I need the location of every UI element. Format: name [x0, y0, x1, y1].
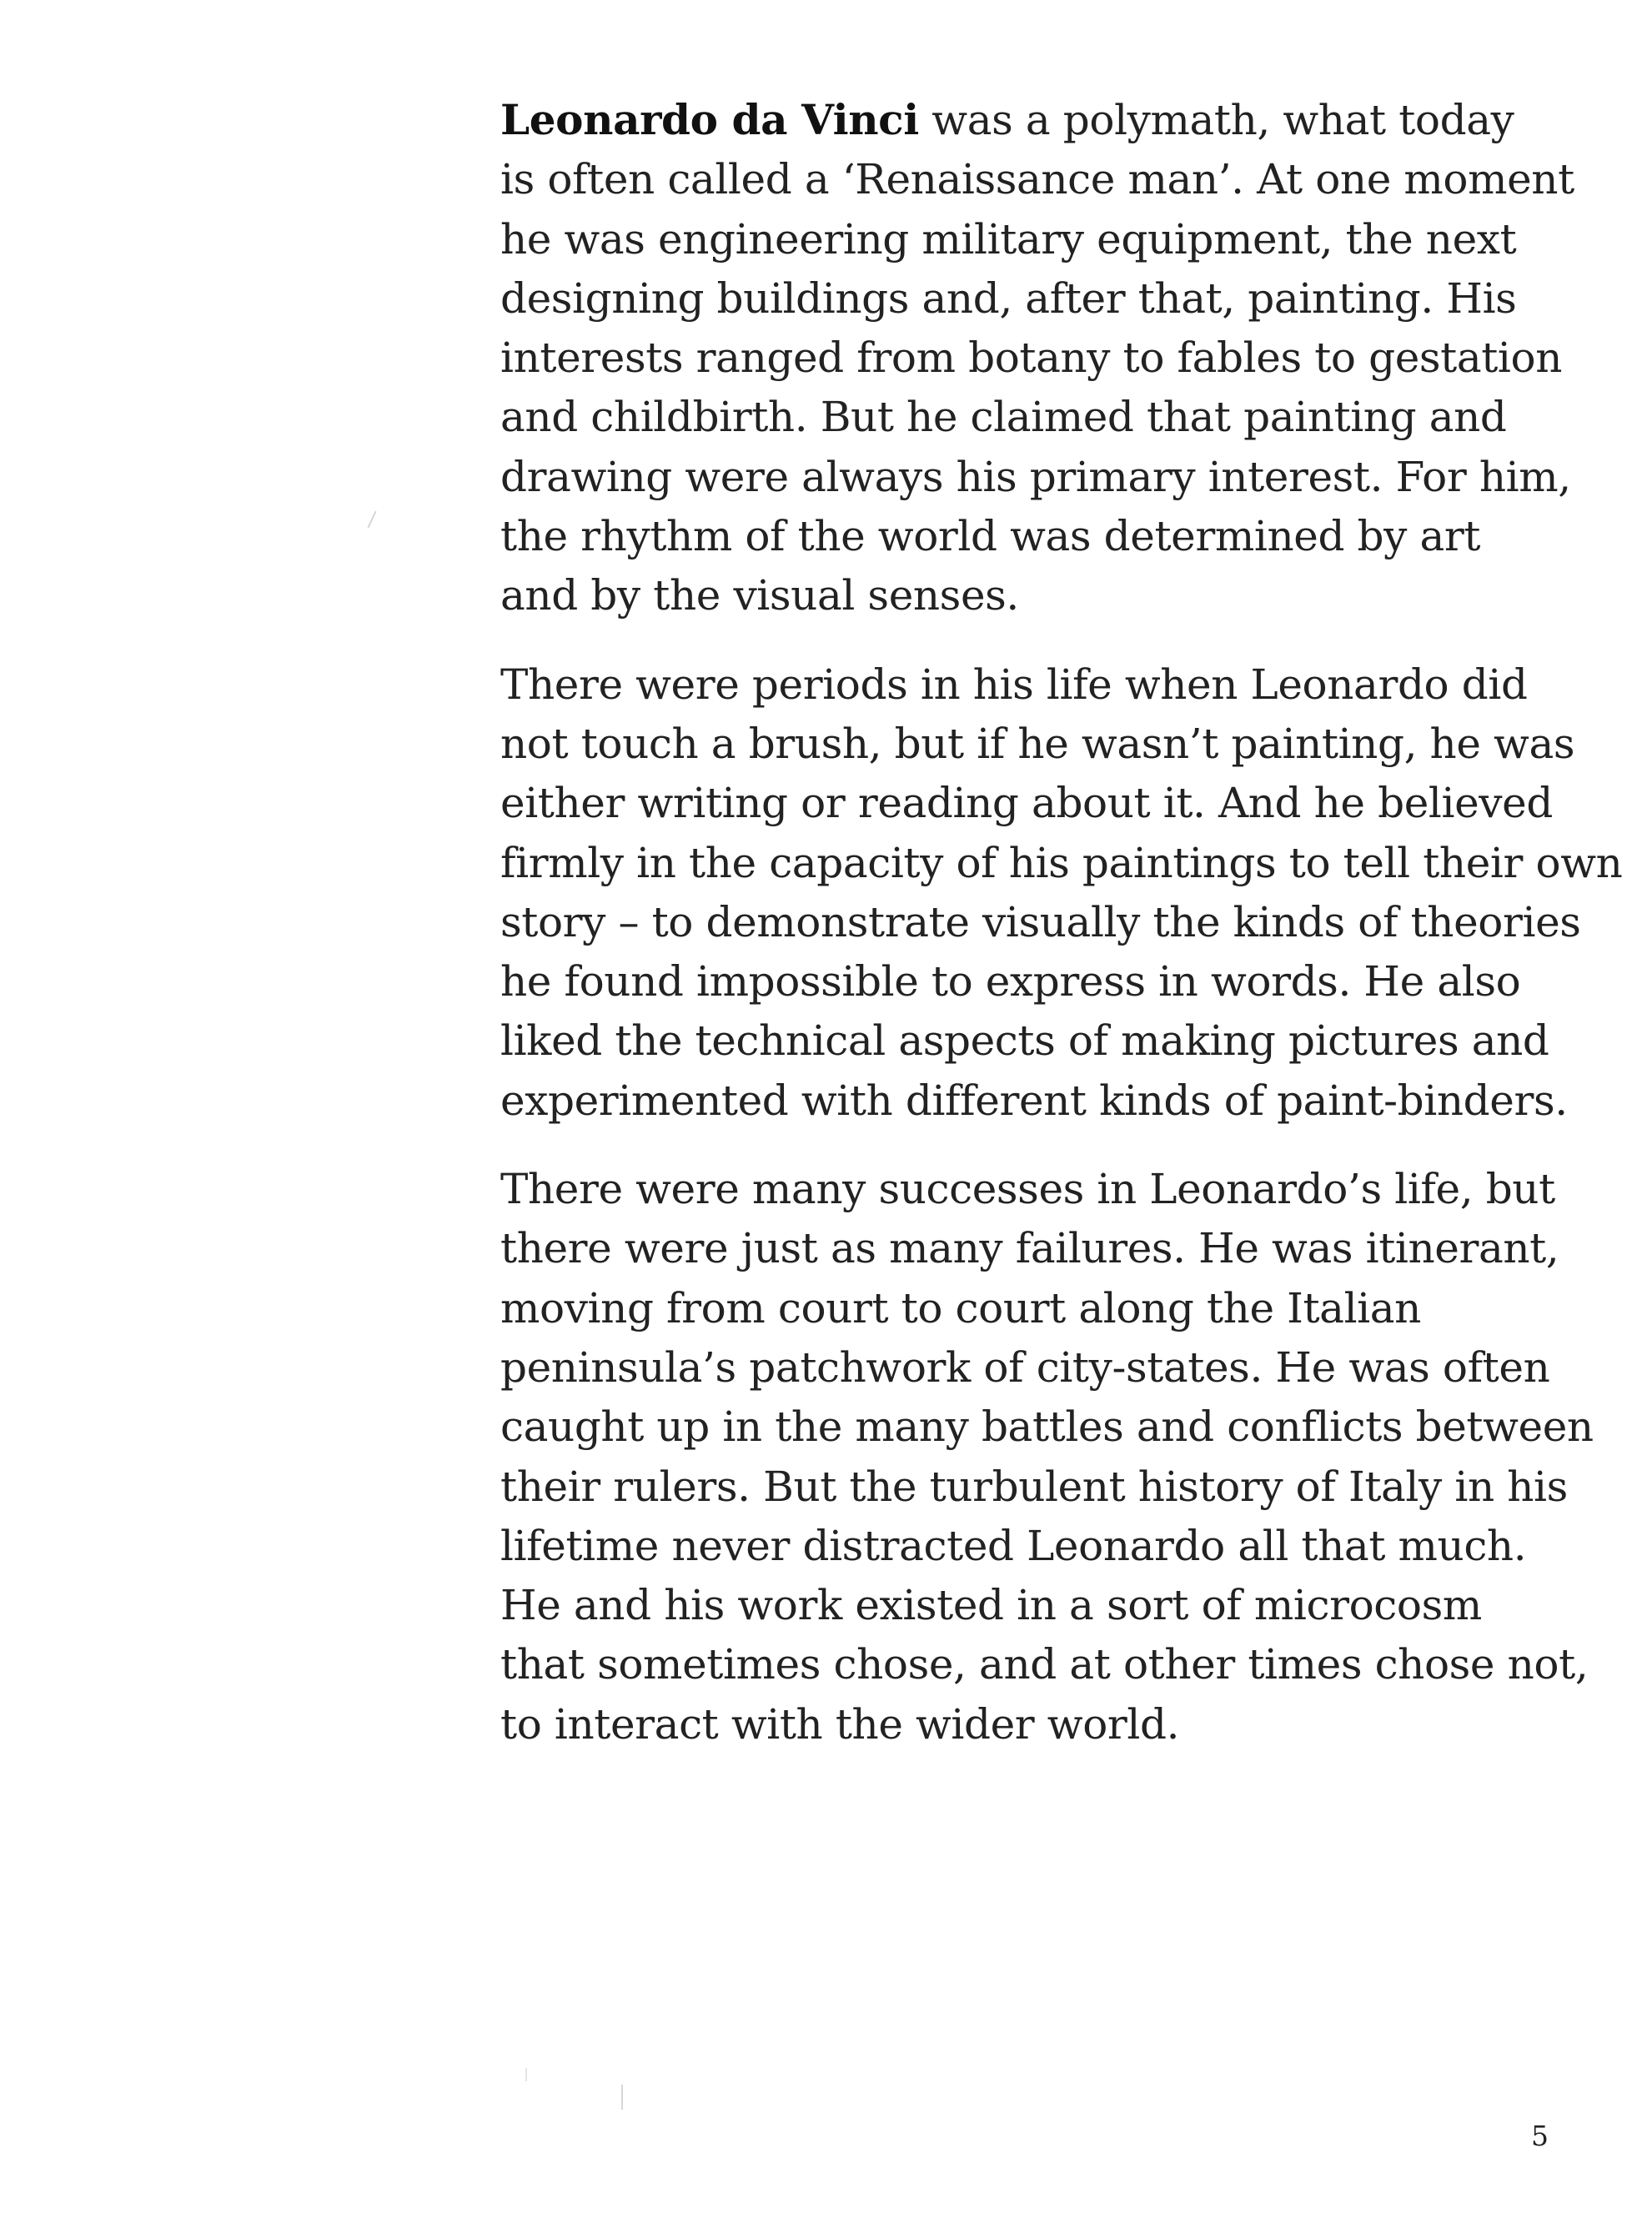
text-line: story – to demonstrate visually the kinds of theories — [500, 897, 1581, 946]
text-line: not touch a brush, but if he wasn’t painting, he was — [500, 719, 1575, 768]
paragraph-3 — [500, 1160, 1594, 1754]
scan-mark — [367, 511, 376, 529]
text-line: the rhythm of the world was determined by art — [500, 512, 1481, 561]
text-line: He and his work existed in a sort of microcosm — [500, 1581, 1482, 1630]
text-line: their rulers. But the turbulent history of Italy in his — [500, 1462, 1568, 1511]
text-line: designing buildings and, after that, painting. His — [500, 273, 1517, 323]
scan-mark — [621, 2085, 623, 2110]
text-line: Leonardo da Vinci was a polymath, what today — [500, 95, 1514, 144]
text-line: he found impossible to express in words. He also — [500, 957, 1521, 1006]
text-line: drawing were always his primary interest. For him, — [500, 452, 1571, 501]
text-line: and childbirth. But he claimed that painting and — [500, 393, 1507, 442]
text-line: peninsula’s patchwork of city-states. He was often — [500, 1342, 1550, 1392]
lead-name: Leonardo da Vinci — [500, 95, 919, 144]
text-line: lifetime never distracted Leonardo all that much. — [500, 1521, 1527, 1570]
text-line: moving from court to court along the Italian — [500, 1283, 1421, 1332]
text-line: to interact with the wider world. — [500, 1699, 1180, 1749]
paragraph-1 — [500, 90, 1584, 626]
text-line: There were periods in his life when Leonardo did — [500, 660, 1528, 709]
text-line: and by the visual senses. — [500, 571, 1019, 620]
text-line: either writing or reading about it. And he believed — [500, 779, 1553, 828]
text-line: liked the technical aspects of making pictures and — [500, 1016, 1549, 1066]
text-line: is often called a ‘Renaissance man’. At one moment — [500, 155, 1574, 204]
text-line: caught up in the many battles and conflicts between — [500, 1403, 1594, 1452]
text-line: firmly in the capacity of his paintings to tell their own — [500, 838, 1623, 887]
text-line: that sometimes chose, and at other times chose not, — [500, 1640, 1589, 1689]
paragraph-2 — [500, 655, 1623, 1131]
scan-mark — [525, 2068, 527, 2081]
body-text — [500, 90, 1623, 1784]
text-line: experimented with different kinds of paint-binders. — [500, 1076, 1568, 1125]
text-line: interests ranged from botany to fables to gestation — [500, 334, 1563, 383]
text-line: he was engineering military equipment, the next — [500, 214, 1517, 263]
page-number: 5 — [1531, 2120, 1549, 2152]
text-line: There were many successes in Leonardo’s life, but — [500, 1165, 1555, 1214]
text-line: there were just as many failures. He was itinerant, — [500, 1224, 1559, 1273]
